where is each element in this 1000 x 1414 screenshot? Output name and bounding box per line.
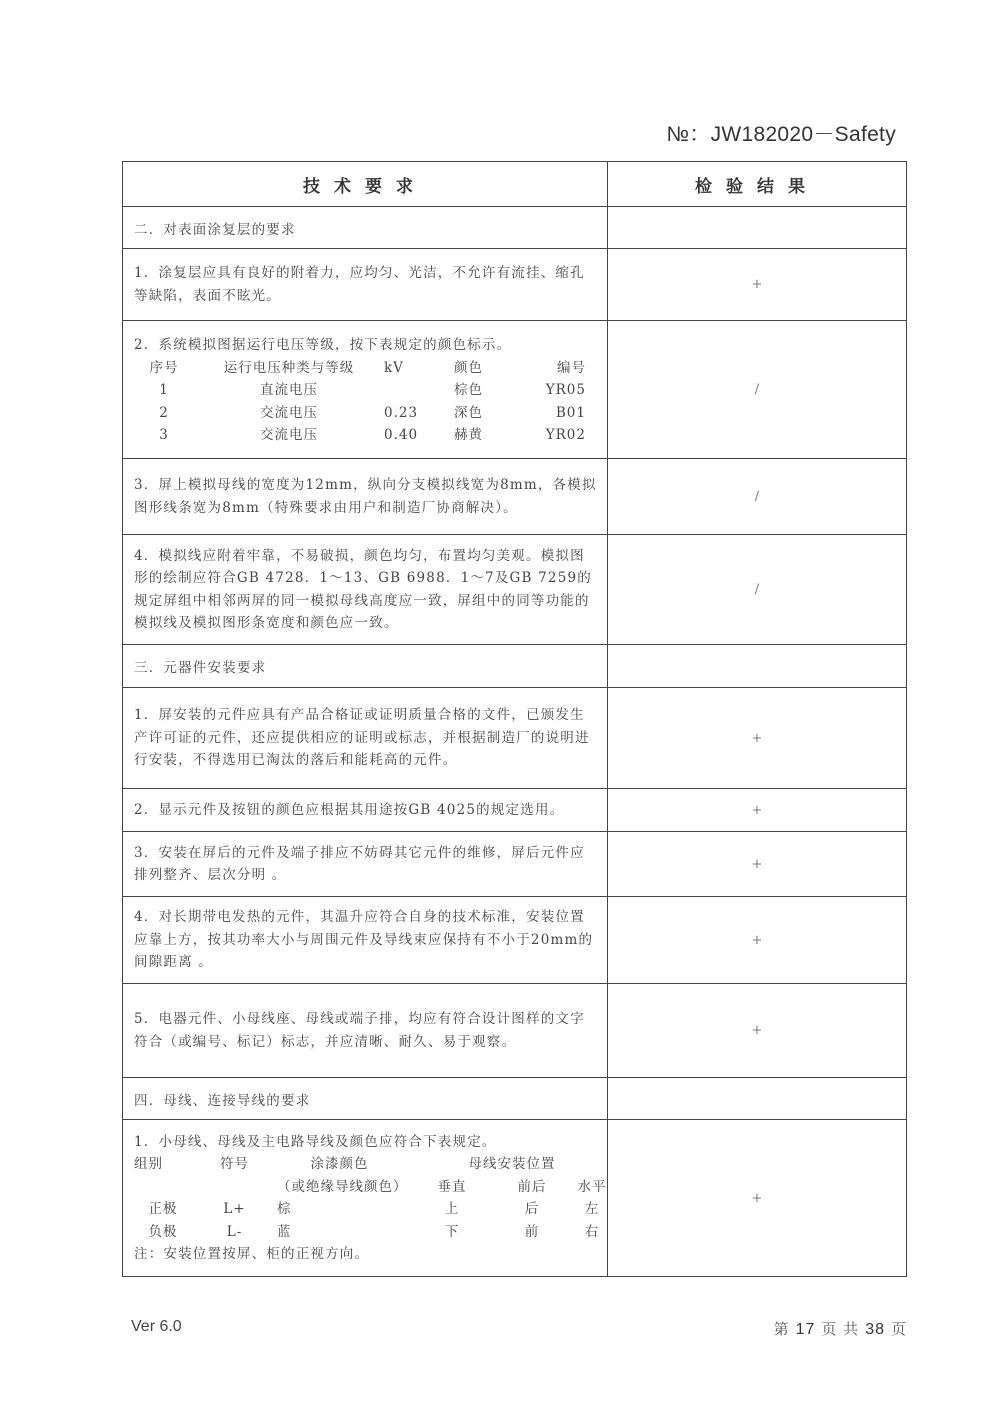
table-cell: 赫黄 <box>454 427 483 444</box>
table-cell: 下 <box>444 1223 460 1240</box>
table-cell: 涂漆颜色 <box>310 1156 369 1172</box>
table-cell: L- <box>226 1223 243 1240</box>
table-cell: 母线安装位置 <box>468 1156 556 1172</box>
table-header-row <box>123 162 907 207</box>
requirement-text: 1．小母线、母线及主电路导线及颜色应符合下表规定。 <box>134 1133 497 1150</box>
table-cell: kV <box>384 359 404 376</box>
result-cell: / <box>608 459 907 535</box>
table-cell: 垂直 <box>437 1178 467 1195</box>
requirement-text: 5．电器元件、小母线座、母线或端子排，均应有符合设计图样的文字符合（或编号、标记）标志，并应清晰、耐久、易于观察。 <box>134 1011 585 1050</box>
requirement-text: 1．涂复层应具有良好的附着力，应均匀、光洁，不允许有流挂、缩孔等缺陷，表面不眩光。 <box>134 265 585 304</box>
table-cell: 符号 <box>220 1156 249 1172</box>
table-row <box>123 1078 907 1120</box>
table-cell <box>134 1176 192 1199</box>
requirement-text: 3．屏上模拟母线的宽度为12mm，纵向分支模拟线宽为8mm，各模拟图形线条宽为8mm（特殊要求由用户和制造厂协商解决）。 <box>134 477 597 516</box>
table-cell: 3 <box>159 427 169 444</box>
table-cell <box>384 379 454 402</box>
table-cell: 后 <box>524 1201 540 1217</box>
table-cell: 前后 <box>517 1178 547 1195</box>
table-cell: 交流电压 <box>260 427 318 444</box>
table-row <box>123 645 907 688</box>
table-cell: 运行电压种类与等级 <box>223 359 355 376</box>
table-row <box>123 459 907 535</box>
table-row <box>123 688 907 789</box>
page-total: 38 <box>865 1321 885 1338</box>
table-cell: YR05 <box>545 382 586 399</box>
table-row <box>123 249 907 321</box>
table-cell: 0.40 <box>384 427 419 444</box>
result-cell: + <box>608 984 907 1078</box>
table-cell: 直流电压 <box>260 382 318 399</box>
section-title: 三．元器件安装要求 <box>134 660 267 676</box>
table-cell: 负极 <box>148 1223 178 1240</box>
table-cell: 左 <box>584 1201 600 1217</box>
table-row <box>123 321 907 459</box>
table-cell: L+ <box>223 1201 246 1217</box>
table-cell: 前 <box>524 1223 540 1240</box>
result-cell: / <box>608 321 907 459</box>
table-cell: 蓝 <box>277 1223 292 1240</box>
table-cell: 颜色 <box>454 359 483 376</box>
result-cell: + <box>608 249 907 321</box>
table-cell: B01 <box>555 404 586 421</box>
table-cell: 正极 <box>148 1201 178 1217</box>
requirement-text: 2．显示元件及按钮的颜色应根据其用途按GB 4025的规定选用。 <box>134 801 565 818</box>
requirement-text: 4．模拟线应附着牢靠，不易破损，颜色均匀，布置均匀美观。模拟图形的绘制应符合GB 4728．1～13、GB 6988．1～7及GB 7259的规定屏组中相邻两屏的同一模拟母线高度应一致，屏组中的同等功能的模拟线及模拟图形条宽度和颜色应一致。 <box>134 547 593 631</box>
requirement-text: 2．系统模拟图据运行电压等级，按下表规定的颜色标示。 <box>134 337 512 354</box>
version-label: Ver 6.0 <box>131 1318 182 1335</box>
page-current: 17 <box>795 1321 816 1338</box>
header-results: 检验结果 <box>608 162 907 207</box>
section-title: 四．母线、连接导线的要求 <box>134 1092 311 1109</box>
inspection-table <box>122 161 907 1277</box>
voltage-color-table <box>134 357 597 447</box>
table-cell: 交流电压 <box>260 404 318 421</box>
page-prefix: 第 <box>773 1320 790 1338</box>
table-cell: 右 <box>584 1223 600 1240</box>
requirement-text: 3．安装在屏后的元件及端子排应不妨碍其它元件的维修，屏后元件应排列整齐、层次分明 。 <box>134 844 585 883</box>
table-row <box>123 897 907 984</box>
table-cell: 深色 <box>454 404 483 421</box>
table-cell: 编号 <box>557 359 586 376</box>
page-suffix: 页 <box>890 1320 907 1338</box>
result-cell: + <box>608 897 907 984</box>
table-row <box>123 207 907 249</box>
requirement-text: 1．屏安装的元件应具有产品合格证或证明质量合格的文件，已颁发生产许可证的元件，还应提供相应的证明或标志，并根据制造厂的说明进行安装，不得选用已淘汰的落后和能耗高的元件。 <box>134 707 590 769</box>
table-note: 注：安装位置按屏、柜的正视方向。 <box>134 1246 370 1262</box>
table-cell: 棕 <box>277 1201 292 1217</box>
result-cell: + <box>608 789 907 832</box>
table-cell: 2 <box>159 404 169 421</box>
table-cell: （或绝缘导线颜色） <box>277 1178 408 1195</box>
table-row <box>123 832 907 897</box>
table-row <box>123 984 907 1078</box>
table-cell: 0.23 <box>384 404 419 421</box>
table-cell <box>192 1176 277 1199</box>
busbar-color-table <box>134 1153 607 1243</box>
table-cell: YR02 <box>545 427 586 444</box>
table-cell: 水平 <box>577 1178 607 1195</box>
section-title: 二．对表面涂复层的要求 <box>134 221 296 238</box>
table-cell: 1 <box>159 382 169 399</box>
requirement-text: 4．对长期带电发热的元件，其温升应符合自身的技术标准，安装位置应靠上方，按其功率大小与周围元件及导线束应保持有不小于20mm的间隙距离 。 <box>134 909 594 971</box>
table-row <box>123 535 907 645</box>
result-cell: + <box>608 1120 907 1277</box>
result-cell: + <box>608 688 907 789</box>
document-number: №：JW182020－Safety <box>666 123 896 146</box>
result-cell: / <box>608 535 907 645</box>
table-row <box>123 1120 907 1277</box>
page-indicator <box>774 1318 907 1339</box>
table-cell: 组别 <box>134 1156 163 1172</box>
result-cell: + <box>608 832 907 897</box>
table-cell: 序号 <box>149 359 179 376</box>
table-cell: 上 <box>444 1201 460 1217</box>
header-requirements: 技术要求 <box>123 162 608 207</box>
page-mid: 页 共 <box>821 1320 860 1338</box>
table-cell: 棕色 <box>454 382 483 399</box>
table-row <box>123 789 907 832</box>
